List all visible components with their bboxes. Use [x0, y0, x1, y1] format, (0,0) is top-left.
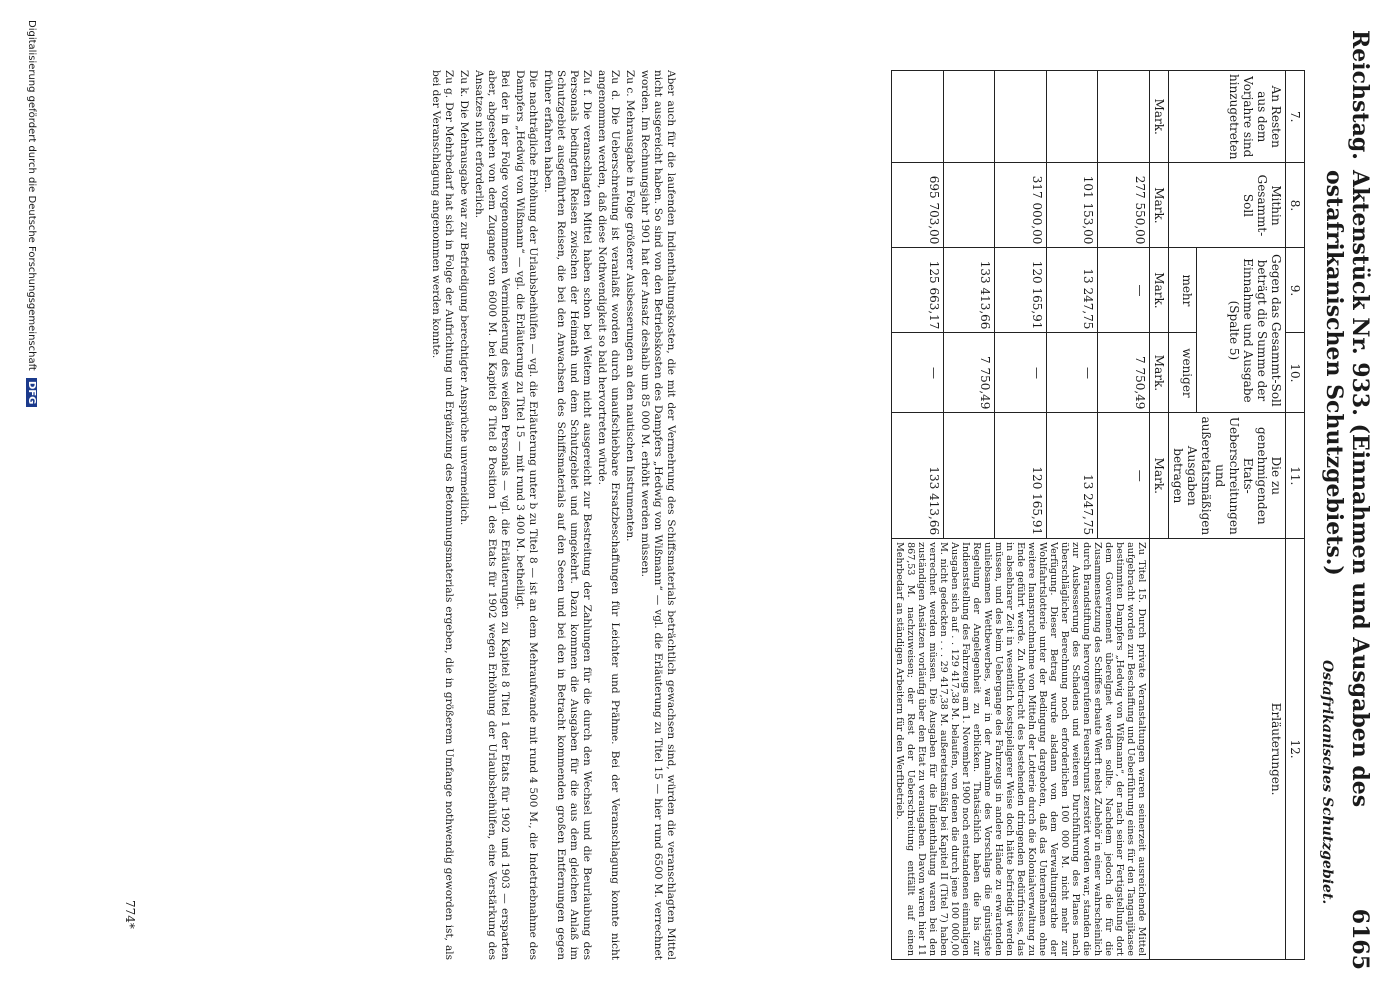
col8-head: Mithin Gesammt-Soll [1169, 163, 1286, 248]
cell-c7 [892, 71, 944, 163]
footnotes [427, 70, 677, 960]
col7-head: An Resten aus dem Vorjahre sind hinzugetreten [1169, 71, 1286, 163]
col9-head: mehr [1169, 248, 1197, 333]
note-paragraph: Zu k. Die Mehrausgabe war zur Befriedigung berechtigter Ansprüche unvermeidlich. [458, 70, 470, 526]
column-numbers [1286, 71, 1305, 960]
cell-c8: 277 550,00 [1098, 163, 1150, 248]
cell-c8: 695 703,00 [892, 163, 944, 248]
note-paragraph: Zu f. Die veranschlagten Mittel haben schon bei Weitem nicht ausgereicht zur Bestreitung der Zahlungen für die durch den Wechsel und die Beurlaubung des Personals bedingten Reisen zwischen der Heimath und dem Schutzgebiet und umgekehrt. Dazu kommen die Ausgaben für die aus dem gleichen Anlaß im Schutzgebiet ausgeführten Reisen, die bei den Anwachsen des Schiffsmaterials auf den Seeen und bei den in Betracht kommenden großen Entfernungen gegen früher erfahren haben. [542, 70, 593, 960]
cell-c9: 125 663,17 [892, 248, 944, 333]
cell-c9: 120 165,91 [995, 248, 1047, 333]
note-paragraph: Zu d. Die Ueberschreitung ist veranlaßt worden durch unaufschiebbare Ersatzbeschaffungen für Leichter und Prähme. Bei der Veranschlagung konnte nicht angenommen werden, daß diese Nothwendigkeit so bald hervortreten würde. [596, 70, 621, 960]
dfg-logo: DFG [26, 378, 37, 407]
cell-c10: 7 750,49 [1098, 333, 1150, 413]
col12-head: Erläuterungen. [1150, 539, 1286, 960]
cell-c11: 133 413,66 [892, 413, 944, 539]
cell-c8: 101 153,00 [1046, 163, 1098, 248]
cell-c11: 13 247,75 [1046, 413, 1098, 539]
cell-c11: 120 165,91 [995, 413, 1047, 539]
cell-c7 [995, 71, 1047, 163]
table-row [1098, 71, 1150, 960]
region-title: Ostafrikanisches Schutzgebiet. [1319, 660, 1335, 905]
column-headers [1196, 71, 1285, 960]
cell-c8: 317 000,00 [995, 163, 1047, 248]
header-page-number: 6165 [1347, 908, 1373, 970]
cell-c10: — [1046, 333, 1098, 413]
cell-c8 [943, 163, 995, 248]
note-paragraph: Zu c. Mehrausgabe in Folge größerer Ausbesserungen an den nautischen Instrumenten. [624, 70, 636, 542]
col11-unit: Mark. [1150, 413, 1169, 539]
header-left: Reichstag. [1347, 30, 1373, 160]
cell-c10: — [892, 333, 944, 413]
col12-num: 12. [1286, 539, 1305, 960]
cell-c10: — [995, 333, 1047, 413]
col9-num: 9. [1286, 248, 1305, 333]
cell-c9: 133 413,66 [943, 248, 995, 333]
cell-c7 [943, 71, 995, 163]
col11-num: 11. [1286, 413, 1305, 539]
note-paragraph: Zu g. Der Mehrbedarf hat sich in Folge der Aufrichtung und Ergänzung des Betonmungsmaterials ergeben, die in größerem Umfange nothwendig geworden ist, als bei der Veranschlagung angenommen werden konnte. [430, 70, 455, 960]
col9-unit: Mark. [1150, 248, 1169, 333]
col8-unit: Mark. [1150, 163, 1169, 248]
col7-unit: Mark. [1150, 71, 1169, 163]
cell-c7 [1098, 71, 1150, 163]
explanation-text: Zu Titel 15. Durch private Veranstaltungen waren seinerzeit ausreichende Mittel aufgebracht worden zur Beschaffung und Ueberführung eines für den Tanganjikasee bestimmten Dampfers „Hedwig von Wißmann“, der nach seiner Fertigstellung dort dem Gouvernement überelgnet werden sollte. Nachdem jedoch die für die Zusammensetzung des Schiffes erbaute Werft nebst Zubehör in einer wahrscheinlich durch Brandstiftung hervorgerufenen Feuersbrunst zerstört worden war, standen die zur Ausbesserung des Schadens und weiteren Durchführung des Planes nach überschläglicher Berechnung noch erforderlichen 100 000 M. nicht mehr zur Verfügung. Dieser Betrag wurde alsdann von dem Verwaltungsrathe der Wohlfahrtslotterie unter der Bedingung dargeboten, daß das Unternehmen ohne weitere Inanspruchnahme von Mitteln der Lotterie durch die Kolonialverwaltung zu Ende geführt werde. Zu Anbetracht des bestehenden dringenden Bedürfnisses, das in absehbarer Zeit in wesentlich kostspieligerer Weise doch hätte befriedigt werden müssen, und des beim Uebergange des Fahrzeugs in andere Hände zu erwartenden unliebsamen Wettbewerbes, war in der Annahme des Vorschlags die günstigste Regelung der Angelegenheit zu erblicken. Thatsächlich haben die bis zur Indienststellung des Fahrzeugs am 1. November 1900 noch entstandenen einmaligen Ausgaben sich auf . . 129 417,38 M. belaufen, von denen die durch jene 100 000,00 M. nicht gedeckten . . . 29 417,38 M. außeretatsmäßig bei Kapitel II (Titel 7) haben verrechnet werden müssen. Die Ausgaben für die Indienthaltung waren bei den zuständigen Ansätzen vorläufig über den Etat zu verausgaben. Davon waren hier 11 867,53 M. nachzuweisen; der Rest der Ueberschreitung entfällt auf einen Mehrbedarf an ständigen Arbeitern für den Werftbetrieb. [892, 539, 1150, 960]
page-footer: 774* [123, 900, 137, 929]
col11-head: Die zu genehmigenden Etats-Ueberschreitungen und außeretatsmäßigen Ausgaben betragen [1169, 413, 1286, 539]
cell-c7 [1046, 71, 1098, 163]
cell-c9: — [1098, 248, 1150, 333]
col10-num: 10. [1286, 333, 1305, 413]
col10-unit: Mark. [1150, 333, 1169, 413]
col10-head: weniger [1169, 333, 1197, 413]
digitization-credit [26, 20, 37, 407]
col8-num: 8. [1286, 163, 1305, 248]
cell-c11: — [1098, 413, 1150, 539]
cell-c10: 7 750,49 [943, 333, 995, 413]
note-paragraph: Die nachträgliche Erhöhung der Urlaubsbeihülfen — vgl. die Erläuterung unter b zu Titel 8 — ist an dem Mehraufwande mit rund 4 500 M., die Indetriebnahme des Dampfers „Hedwig von Wißmann“ — vgl. die Erläuterung zu Titel 15 — mit rund 3 400 M. betheiligt. [514, 70, 539, 960]
accounts-table [891, 70, 1305, 960]
credit-text: Digitalisierung gefördert durch die Deutsche Forschungsgemeinschaft [26, 20, 37, 371]
note-paragraph: Aber auch für die laufenden Indienthaltungskosten, die mit der Vermehrung des Schiffsmaterials beträchtlich gewachsen sind, würden die veranschlagten Mittel nicht ausgereicht haben. So sind von den Betriebskosten des Dampfers „Hedwig von Wißmann“ — vgl. die Erläuterung zu Titel 15 — hier rund 6500 M. verrechnet worden. Im Rechnungsjahr 1901 hat der Ansatz deshalb um 85 000 M. erhöht werden müssen. [639, 70, 677, 960]
col7-num: 7. [1286, 71, 1305, 163]
note-paragraph: Bei der in der Folge vorgenommenen Verminderung des weißen Personals — vgl. die Erläuterungen zu Kapitel 8 Titel 1 der Etats für 1902 und 1903 — ersparten aber, abgesehen von dem Zugange von 6000 M. bei Kapitel 8 Titel 8 Position 1 des Etats für 1902 wegen Erhöhung der Urlaubsbeihülfen, eine Verstärkung des Ansatzes nicht erforderlich. [473, 70, 511, 960]
cell-c11 [943, 413, 995, 539]
col9-10-head: Gegen das Gesammt-Soll beträgt die Summe der Einnahme und Ausgabe (Spalte 5) [1196, 248, 1285, 413]
header-title: Aktenstück Nr. 933. (Einnahmen und Ausgaben des ostafrikanischen Schutzgebiets.) [1321, 170, 1373, 808]
cell-c9: 13 247,75 [1046, 248, 1098, 333]
